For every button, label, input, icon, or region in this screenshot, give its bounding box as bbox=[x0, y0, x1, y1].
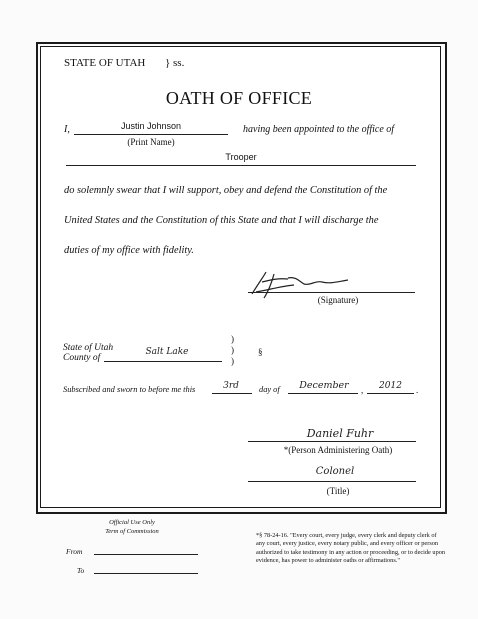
year-value: 2012 bbox=[379, 381, 402, 391]
venue-state: State of Utah bbox=[63, 343, 114, 353]
day-value: 3rd bbox=[223, 381, 239, 391]
appointed-text: having been appointed to the office of bbox=[243, 124, 395, 135]
from-line bbox=[94, 554, 198, 555]
administrator-signature: Daniel Fuhr bbox=[306, 427, 374, 440]
year-period: . bbox=[416, 385, 419, 395]
term-heading: Term of Commission bbox=[105, 528, 159, 535]
name-caption: (Print Name) bbox=[127, 137, 175, 147]
venue-bracket-3: ) bbox=[231, 356, 234, 366]
venue-bracket-2: ) bbox=[231, 345, 234, 355]
administrator-caption: *(Person Administering Oath) bbox=[283, 445, 393, 455]
title-line bbox=[248, 481, 416, 482]
statute-footnote: *§ 78-24-16. "Every court, every judge, every clerk and deputy clerk of any court, every justice, every notary public, and every officer or person authorized to take testimony in any action or proceeding, or to decide upon evidence, has power to administer oaths or affirmations." bbox=[256, 532, 446, 565]
name-line bbox=[74, 134, 228, 135]
ss-label: } ss. bbox=[165, 57, 185, 69]
to-line bbox=[94, 573, 198, 574]
state-label: STATE OF UTAH bbox=[64, 57, 146, 69]
signature-line bbox=[248, 292, 415, 293]
office-line bbox=[66, 165, 416, 166]
county-label: County of bbox=[63, 353, 101, 363]
pronoun-label: I, bbox=[64, 124, 70, 135]
oath-line-2: United States and the Constitution of this State and that I will discharge the bbox=[64, 215, 379, 226]
month-value: December bbox=[299, 380, 349, 391]
month-line bbox=[288, 393, 358, 394]
county-value: Salt Lake bbox=[145, 347, 189, 357]
from-label: From bbox=[66, 547, 83, 556]
official-use-heading: Official Use Only bbox=[109, 519, 155, 526]
year-line bbox=[367, 393, 414, 394]
document-title: OATH OF OFFICE bbox=[165, 88, 313, 108]
oath-line-1: do solemnly swear that I will support, obey and defend the Constitution of the bbox=[64, 185, 388, 196]
appointee-name: Justin Johnson bbox=[120, 121, 182, 131]
to-label: To bbox=[77, 566, 85, 575]
office-value: Trooper bbox=[225, 152, 257, 162]
day-line bbox=[212, 393, 252, 394]
county-line bbox=[104, 361, 222, 362]
day-of-label: day of bbox=[259, 385, 280, 394]
title-value: Colonel bbox=[315, 466, 355, 477]
administrator-line bbox=[248, 441, 416, 442]
year-comma: , bbox=[361, 385, 364, 395]
title-caption: (Title) bbox=[326, 486, 350, 496]
venue-bracket-1: ) bbox=[231, 334, 234, 344]
oath-line-3: duties of my office with fidelity. bbox=[64, 245, 194, 256]
signature-caption: (Signature) bbox=[317, 295, 359, 305]
section-symbol: § bbox=[258, 347, 263, 357]
subscribed-prefix: Subscribed and sworn to before me this bbox=[63, 385, 196, 394]
